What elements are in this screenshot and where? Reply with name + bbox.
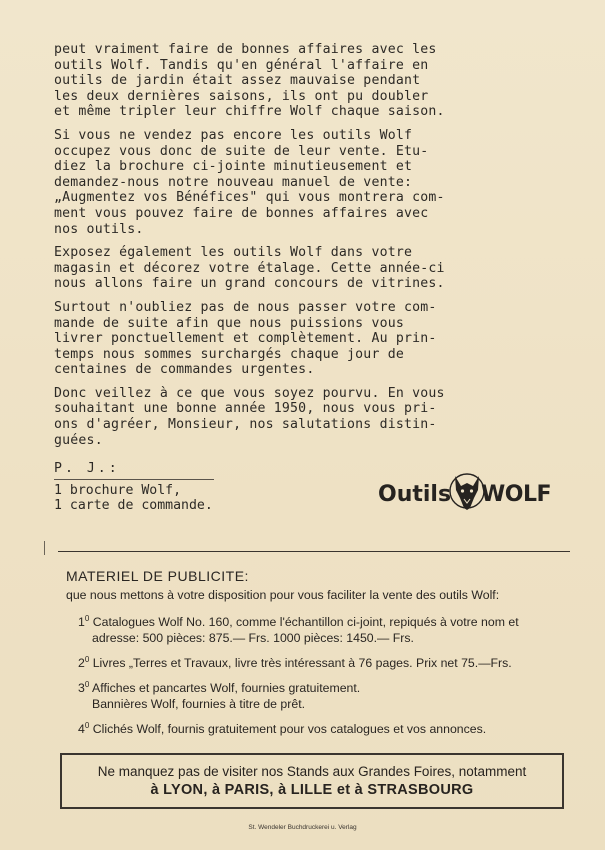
publicity-item: $3^0$ Affiches et pancartes Wolf, fournies gratuitement. Bannières Wolf, fournies à titre de prêt. (78, 680, 361, 712)
fairs-notice-box (60, 753, 564, 809)
enclosures-title: P. J.: (54, 461, 120, 476)
enclosures-rule (54, 479, 214, 480)
enclosures (54, 461, 354, 514)
paragraph-5: Donc veillez à ce que vous soyez pourvu. En vous souhaitant une bonne année 1950, nous vous pri- ons d'agréer, Monsieur, nos salutations distin- guées. (54, 385, 445, 448)
publicity-item: $1^0$ Catalogues Wolf No. 160, comme l'échantillon ci-joint, repiqués à votre nom et adresse: 500 pièces: 875.— Frs. 1000 pièces: 1450.— Frs. (78, 614, 519, 646)
publicity-heading: MATERIEL DE PUBLICITE: (66, 568, 249, 584)
enclosure-item: 1 carte de commande. (54, 498, 213, 514)
fairs-notice-line: Ne manquez pas de visiter nos Stands aux Grandes Foires, notamment (97, 764, 527, 779)
publicity-intro: que nous mettons à votre disposition pour vous faciliter la vente des outils Wolf: (66, 588, 500, 602)
paragraph-3: Exposez également les outils Wolf dans votre magasin et décorez votre étalage. Cette année-ci nous allons faire un grand concours de vitrines. (54, 245, 445, 292)
paragraph-2: Si vous ne vendez pas encore les outils Wolf occupez vous donc de suite de leur vente. Etu- diez la brochure ci-jointe minutieusement et demandez-nous notre nouveau manuel de vente: „Augmentez vos Bénéfices" qui vous montrera com- ment vous pouvez faire de bonnes affaires avec nos outils. (54, 127, 445, 237)
paragraph-4: Surtout n'oubliez pas de nous passer votre com- mande de suite afin que nous puissions vous livrer ponctuellement et complètement. Au prin- temps nous sommes surchargés chaque jour de centaines de commandes urgentes. (54, 299, 437, 378)
logo-text-left: Outils (378, 482, 452, 507)
outils-wolf-logo (378, 462, 568, 522)
enclosure-item: 1 brochure Wolf, (54, 482, 182, 498)
paragraph-1: peut vraiment faire de bonnes affaires avec les outils Wolf. Tandis qu'en général l'affaire en outils de jardin était assez mauvaise pendant les deux dernières saisons, ils ont pu doubler et même tripler leur chiffre Wolf chaque saison. (54, 42, 445, 120)
publicity-item: $4^0$ Clichés Wolf, fournis gratuitement pour vos catalogues et vos annonces. (78, 721, 487, 737)
publicity-section (60, 568, 580, 743)
publicity-item: $2^0$ Livres „Terres et Travaux, livre très intéressant à 76 pages. Prix net 75.—Frs. (78, 655, 512, 671)
margin-mark (44, 541, 45, 555)
printer-imprint: St. Wendeler Buchdruckerei u. Verlag (248, 824, 357, 831)
fairs-cities: à LYON, à PARIS, à LILLE et à STRASBOURG (150, 782, 474, 798)
section-divider (58, 551, 570, 552)
letter-body (54, 42, 574, 456)
logo-text-right: WOLF (481, 482, 552, 507)
